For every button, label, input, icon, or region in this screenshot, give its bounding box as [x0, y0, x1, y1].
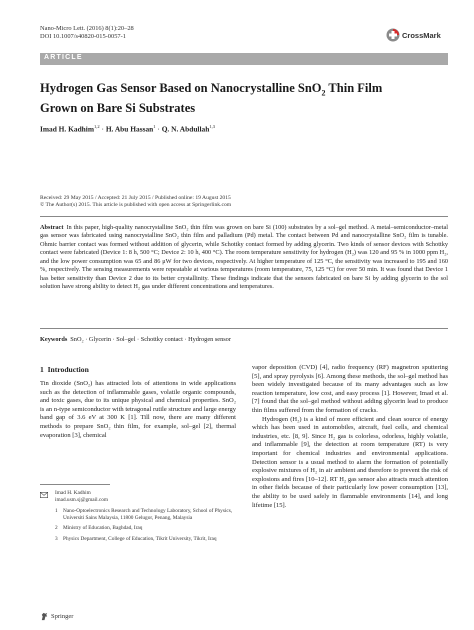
body-paragraph: Hydrogen (H₂) is a kind of more efficient and clean source of energy which has been used in automobiles, aircraft, fuel cells, and chemical industries, etc. [8, 9]. Since H₂ gas is colorless, odorless, highly volatile, and inflammable [9], the detection at room temperature (RT) is very important for chemical industries and environmental applications. Detection sensor is a usual method to alarm the formation of potentially explosive mixtures of H₂ in air ambient and therefore to prevent the risk of explosions and fires [10–12]. RT H₂ gas sensor also attracts much attention in other fields because of their particularly low power consumption [13], the ability to be used safely in flammable environments [14], and long lifetime [15].: [252, 415, 448, 509]
body-paragraph: vapor deposition (CVD) [4], radio frequency (RF) magnetron sputtering [5], and spray pyrolysis [6]. Among these methods, the sol–gel method has been widely investigated because of its many advantages such as low reaction temperature, low cost, and easy process [1]. However, Imad et al. [7] found that the sol–gel method without adding glycerin lead to produce thin films suffered from the formation of cracks.: [252, 364, 448, 414]
keywords: [40, 336, 448, 343]
footnote-divider: [40, 484, 110, 485]
abstract-text: In this paper, high-quality nanocrystalline SnO₂ thin film was grown on bare Si (100) substrates by a sol–gel method. A metal–semiconductor–metal gas sensor was fabricated using nanocrystalline SnO₂ thin film and palladium (Pd) metal. The contact between Pd and nanocrystalline SnO₂ film is tunable. Ohmic barrier contact was formed without addition of glycerin, while Schottky contact formed by adding glycerin. Two kinds of sensor devices with Schottky contact were fabricated (Device 1: 8 h, 500 °C; Device 2: 10 h, 400 °C). The room temperature sensitivity for hydrogen (H₂) was 120 and 95 % in 1000 ppm H₂, and the low power consumption was 65 and 86 μW for two devices, respectively. At higher temperature of 125 °C, the sensitivity was increased to 195 and 160 %, respectively. The sensing measurements were repeatable at various temperatures (room temperature, 75, 125 °C) for over 50 min. It was found that Device 1 has better sensitivity than Device 2 due to its better crystallinity. These findings indicate that the sensors fabricated on bare Si by adding glycerin to the sol solution have strong ability to detect H₂ gas under different concentrations and temperatures.: [40, 224, 448, 291]
author-list: Imad H. Kadhim$^{1,2}$ · H. Abu Hassan$^1$ · Q. N. Abdullah$^{1,3}$: [40, 124, 215, 134]
title-line-2: Grown on Bare Si Substrates: [40, 100, 196, 115]
author-name[interactable]: Imad H. Kadhim: [40, 124, 95, 134]
article-type-bar: [40, 53, 448, 65]
springer-horse-icon: [40, 612, 49, 621]
abstract: [40, 224, 448, 292]
crossmark-label: CrossMark: [402, 30, 441, 40]
contact-name: Imad H. Kadhim: [55, 490, 91, 496]
publication-dates: [40, 195, 231, 209]
author-name[interactable]: H. Abu Hassan: [105, 124, 154, 134]
affiliation: 2 Ministry of Education, Baghdad, Iraq: [55, 525, 143, 532]
history-dates: Received: 29 May 2015 / Accepted: 21 July 2015 / Published online: 19 August 2015: [40, 195, 231, 201]
paper-title: [40, 81, 440, 116]
body-column-right: [252, 364, 448, 510]
body-paragraph: Tin dioxide (SnO₂) has attracted lots of attentions in wide applications such as the detection of inflammable gases, volatile organic compounds, and toxic gases, due to its unique physical and chemical properties. SnO₂ is an n-type semiconductor with tetragonal rutile structure and large energy band gap of 3.6 eV at 300 K [1]. Till now, there are many different methods to prepare SnO₂ thin film, for example, sol–gel [2], thermal evaporation [3], chemical: [40, 380, 236, 439]
keywords-label: Keywords: [40, 336, 68, 343]
publisher-logo: [40, 612, 73, 621]
author-name[interactable]: Q. N. Abdullah: [161, 124, 210, 134]
keywords-text: SnO₂ · Glycerin · Sol–gel · Schottky contact · Hydrogen sensor: [70, 336, 231, 343]
section-number: 1: [40, 365, 44, 374]
abstract-label: Abstract: [40, 224, 64, 231]
journal-citation: Nano-Micro Lett. (2016) 8(1):20–28: [40, 25, 134, 32]
contact-email[interactable]: imad.usm.sj@gmail.com: [55, 497, 108, 504]
crossmark-badge[interactable]: [386, 28, 448, 42]
divider: [40, 216, 448, 217]
divider: [40, 328, 448, 329]
copyright-line: © The Author(s) 2015. This article is published with open access at Springerlink.com: [40, 202, 232, 208]
title-line-1: Hydrogen Gas Sensor Based on Nanocrystalline SnO$_2$ Thin Film: [40, 81, 383, 98]
section-title: Introduction: [47, 365, 89, 374]
affiliation: 3 Physics Department, College of Education, Tikrit University, Tikrit, Iraq: [55, 535, 217, 542]
crossmark-icon: [386, 28, 400, 42]
envelope-icon: [40, 492, 48, 498]
affiliation: 1 Nano-Optoelectronics Research and Technology Laboratory, School of Physics, Universiti Sains Malaysia, 11800 Gelugor, Penang, Malaysia: [55, 507, 233, 521]
journal-header: [40, 25, 134, 41]
section-heading: [40, 365, 89, 374]
doi-text[interactable]: DOI 10.1007/s40820-015-0057-1: [40, 33, 126, 40]
affiliations: [55, 490, 235, 543]
article-type-label: ARTICLE: [44, 54, 83, 61]
body-column-left: [40, 380, 236, 440]
publisher-name: Springer: [51, 613, 74, 620]
